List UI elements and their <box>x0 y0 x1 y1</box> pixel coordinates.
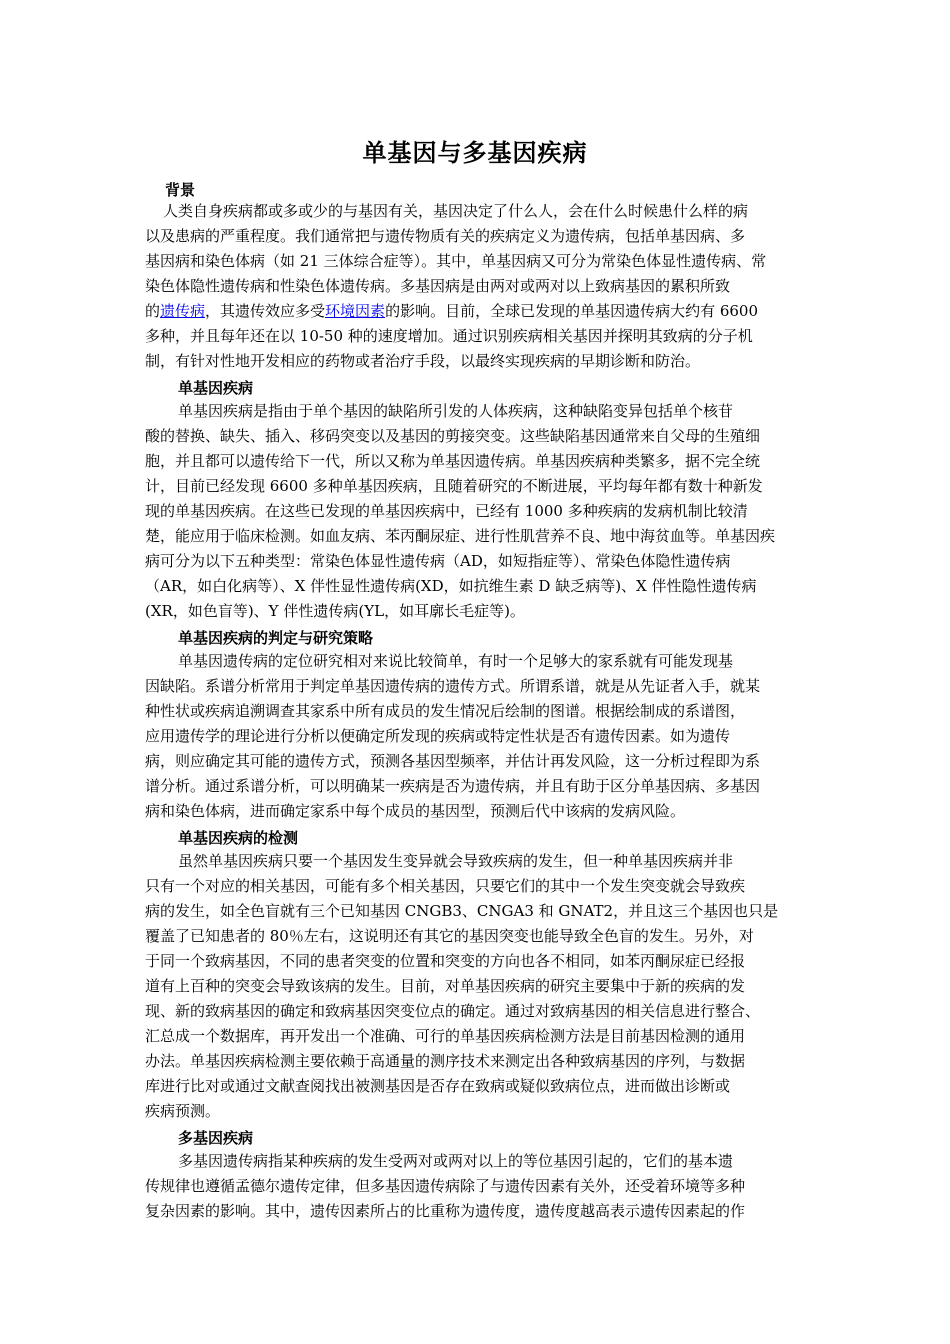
paragraph-line: 多基因遗传病指某种疾病的发生受两对或两对以上的等位基因引起的，它们的基本遗 <box>178 1152 734 1170</box>
paragraph-line: 只有一个对应的相关基因，可能有多个相关基因，只要它们的其中一个发生突变就会导致疾 <box>145 877 746 895</box>
text-segment: 的影响。目前，全球已发现的单基因遗传病大约有 6600 <box>385 302 759 320</box>
paragraph-line: 复杂因素的影响。其中，遗传因素所占的比重称为遗传度，遗传度越高表示遗传因素起的作 <box>145 1202 746 1220</box>
paragraph-line: 种性状或疾病追溯调查其家系中所有成员的发生情况后绘制的图谱。根据绘制成的系谱图， <box>145 702 746 720</box>
paragraph-line-with-links <box>145 300 758 322</box>
paragraph-line: 病，则应确定其可能的遗传方式，预测各基因型频率，并估计再发风险，这一分析过程即为系 <box>145 752 761 770</box>
section-heading-monogenic: 单基因疾病 <box>178 379 254 397</box>
paragraph-line: 汇总成一个数据库，再开发出一个准确、可行的单基因疾病检测方法是目前基因检测的通用 <box>145 1027 746 1045</box>
hereditary-disease-link[interactable]: 遗传病 <box>160 302 206 320</box>
document-title: 单基因与多基因疾病 <box>362 138 588 167</box>
section-heading-determination: 单基因疾病的判定与研究策略 <box>178 629 374 647</box>
section-heading-polygenic: 多基因疾病 <box>178 1129 254 1147</box>
paragraph-line: （AR，如白化病等）、X 伴性显性遗传病(XD，如抗维生素 D 缺乏病等)、X 伴性隐性遗传病 <box>145 577 757 595</box>
paragraph-line: 覆盖了已知患者的 80％左右，这说明还有其它的基因突变也能导致全色盲的发生。另外，对 <box>145 927 754 945</box>
section-heading-detection: 单基因疾病的检测 <box>178 829 299 847</box>
paragraph-line: 多种，并且每年还在以 10-50 种的速度增加。通过识别疾病相关基因并探明其致病的分子机 <box>145 327 753 345</box>
paragraph-line: 制，有针对性地开发相应的药物或者治疗手段，以最终实现疾病的早期诊断和防治。 <box>145 352 701 370</box>
paragraph-line: 办法。单基因疾病检测主要依赖于高通量的测序技术来测定出各种致病基因的序列，与数据 <box>145 1052 746 1070</box>
paragraph-line: 传规律也遵循孟德尔遗传定律，但多基因遗传病除了与遗传因素有关外，还受着环境等多种 <box>145 1177 746 1195</box>
paragraph-line: 现的单基因疾病。在这些已发现的单基因疾病中，已经有 1000 多种疾病的发病机制比较清 <box>145 502 748 520</box>
paragraph-line: 道有上百种的突变会导致该病的发生。目前，对单基因疾病的研究主要集中于新的疾病的发 <box>145 977 746 995</box>
paragraph-line: 谱分析。通过系谱分析，可以明确某一疾病是否为遗传病，并且有助于区分单基因病、多基因 <box>145 777 761 795</box>
paragraph-line: 胞，并且都可以遗传给下一代，所以又称为单基因遗传病。单基因疾病种类繁多，据不完全统 <box>145 452 761 470</box>
paragraph-line: (XR，如色盲等)、Y 伴性遗传病(YL，如耳廓长毛症等)。 <box>145 602 525 620</box>
paragraph-line: 楚，能应用于临床检测。如血友病、苯丙酮尿症、进行性肌营养不良、地中海贫血等。单基因疾 <box>145 527 776 545</box>
paragraph-line: 因缺陷。系谱分析常用于判定单基因遗传病的遗传方式。所谓系谱，就是从先证者入手，就某 <box>145 677 761 695</box>
paragraph-line: 人类自身疾病都或多或少的与基因有关，基因决定了什么人，会在什么时候患什么样的病 <box>163 202 749 220</box>
text-segment: ，其遗传效应多受 <box>205 302 326 320</box>
paragraph-line: 单基因疾病是指由于单个基因的缺陷所引发的人体疾病，这种缺陷变异包括单个核苷 <box>178 402 734 420</box>
paragraph-line: 染色体隐性遗传病和性染色体遗传病。多基因病是由两对或两对以上致病基因的累积所致 <box>145 277 731 295</box>
paragraph-line: 现、新的致病基因的确定和致病基因突变位点的确定。通过对致病基因的相关信息进行整合、 <box>145 1002 761 1020</box>
environmental-factors-link[interactable]: 环境因素 <box>325 302 386 320</box>
paragraph-line: 酸的替换、缺失、插入、移码突变以及基因的剪接突变。这些缺陷基因通常来自父母的生殖细 <box>145 427 761 445</box>
paragraph-line: 病可分为以下五种类型：常染色体显性遗传病（AD，如短指症等）、常染色体隐性遗传病 <box>145 552 731 570</box>
text-segment: 的 <box>145 302 161 320</box>
paragraph-line: 库进行比对或通过文献查阅找出被测基因是否存在致病或疑似致病位点，进而做出诊断或 <box>145 1077 731 1095</box>
paragraph-line: 基因病和染色体病（如 21 三体综合症等）。其中，单基因病又可分为常染色体显性遗传病、常 <box>145 252 767 270</box>
paragraph-line: 病和染色体病，进而确定家系中每个成员的基因型，预测后代中该病的发病风险。 <box>145 802 686 820</box>
paragraph-line: 于同一个致病基因，不同的患者突变的位置和突变的方向也各不相同，如苯丙酮尿症已经报 <box>145 952 746 970</box>
section-heading-background: 背景 <box>165 181 196 199</box>
paragraph-line: 计，目前已经发现 6600 多种单基因疾病，且随着研究的不断进展，平均每年都有数十种新发 <box>145 477 763 495</box>
paragraph-line: 疾病预测。 <box>145 1102 221 1120</box>
paragraph-line: 以及患病的严重程度。我们通常把与遗传物质有关的疾病定义为遗传病，包括单基因病、多 <box>145 227 746 245</box>
paragraph-line: 单基因遗传病的定位研究相对来说比较简单，有时一个足够大的家系就有可能发现基 <box>178 652 734 670</box>
paragraph-line: 应用遗传学的理论进行分析以便确定所发现的疾病或特定性状是否有遗传因素。如为遗传 <box>145 727 731 745</box>
paragraph-line: 病的发生，如全色盲就有三个已知基因 CNGB3、CNGA3 和 GNAT2，并且这三个基因也只是 <box>145 902 779 920</box>
paragraph-line: 虽然单基因疾病只要一个基因发生变异就会导致疾病的发生，但一种单基因疾病并非 <box>178 852 734 870</box>
